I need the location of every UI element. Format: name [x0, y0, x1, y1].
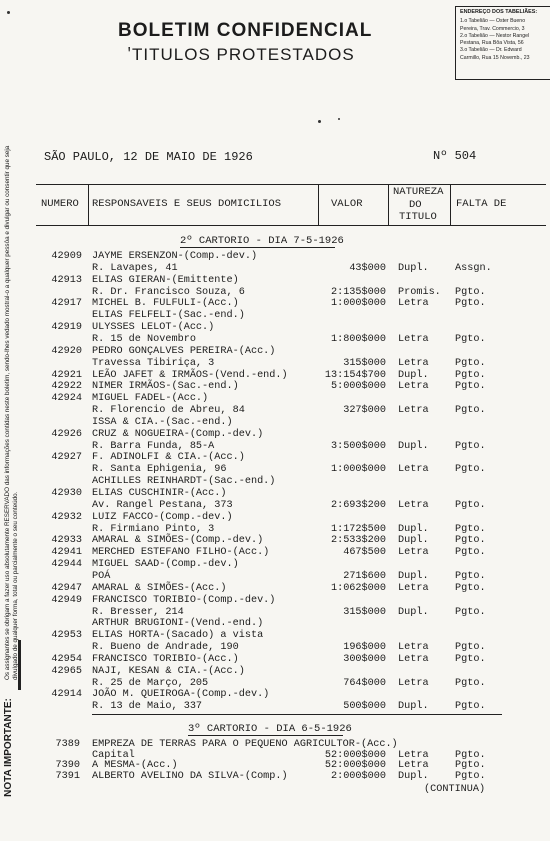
address-line: 2.o Tabelião — Nestor Rangel [460, 32, 530, 39]
speck [7, 11, 10, 14]
title-type: Letra [398, 381, 429, 393]
entry-number: 42930 [51, 488, 82, 499]
speck [338, 118, 340, 120]
table-row [0, 595, 550, 607]
protest-reason: Pgto. [455, 760, 486, 771]
col-header-natureza: NATUREZA [393, 186, 444, 198]
section-heading: 2º CARTORIO - DIA 7-5-1926 [180, 235, 344, 247]
table-row [0, 358, 550, 370]
col-header-falta: FALTA DE [456, 198, 507, 210]
address-line: Pestana, Rua Bôa Vista, 56 [460, 40, 524, 47]
title-type: Dupl. [398, 606, 429, 618]
title-type: Dupl. [398, 535, 429, 547]
title-type: Letra [398, 357, 429, 369]
entry-number: 42947 [51, 582, 82, 594]
title-type: Letra [398, 677, 429, 689]
address-heading: ENDEREÇO DOS TABELIÃES: [460, 9, 538, 15]
entry-number: 42921 [51, 369, 82, 381]
title-type: Dupl. [398, 701, 429, 713]
col-header-valor: VALOR [331, 198, 363, 210]
table-row [0, 559, 550, 571]
entry-number: 42920 [51, 345, 82, 357]
responsible-party: R. Florencio de Abreu, 84 [92, 405, 245, 417]
responsible-party: R. Dr. Francisco Souza, 6 [92, 286, 245, 298]
title-type: Letra [398, 642, 429, 654]
amount: 300$000 [343, 653, 386, 665]
address-line: 3.o Tabelião — Dr. Edward [460, 47, 522, 54]
protest-reason: Pgto. [455, 499, 486, 511]
protest-reason: Pgto. [455, 357, 486, 369]
table-row [0, 547, 550, 559]
responsible-party: R. Barra Funda, 85-A [92, 440, 215, 452]
responsible-party: CRUZ & NOGUEIRA-(Comp.-dev.) [92, 428, 264, 440]
responsible-party: MIGUEL FADEL-(Acc.) [92, 393, 209, 405]
table-row [0, 263, 550, 275]
title-type: Letra [398, 499, 429, 511]
table-row [0, 689, 550, 701]
table-row [0, 393, 550, 405]
amount: 5:000$000 [330, 381, 386, 393]
table-row [0, 488, 550, 500]
continued-note: (CONTINUA) [424, 784, 486, 795]
amount: 315$000 [343, 357, 386, 369]
amount: 467$500 [343, 547, 386, 559]
title-type: Letra [398, 405, 429, 417]
protest-reason: Pgto. [455, 369, 486, 381]
table-row [0, 452, 550, 464]
amount: 13:154$700 [324, 369, 386, 381]
table-row [0, 310, 550, 322]
amount: 2:693$200 [330, 499, 386, 511]
responsible-party: R. Santa Ephigenia, 96 [92, 464, 227, 476]
section-underline [180, 247, 335, 248]
entry-number: 42913 [51, 274, 82, 286]
entry-number: 7391 [55, 770, 80, 782]
responsible-party: R. 25 de Março, 205 [92, 677, 209, 689]
title-type: Letra [398, 298, 429, 310]
responsible-party: AMARAL & SIMÕES-(Acc.) [92, 582, 227, 594]
table-row [0, 654, 550, 666]
responsible-party: R. Bueno de Andrade, 190 [92, 642, 239, 654]
title-type: Letra [398, 547, 429, 559]
entry-number: 42909 [51, 251, 82, 262]
amount: 52:000$000 [324, 749, 386, 761]
protest-reason: Pgto. [455, 535, 486, 547]
table-row [0, 275, 550, 287]
amount: 1:000$000 [330, 464, 386, 476]
responsible-party: R. Lavapes, 41 [92, 262, 178, 274]
responsible-party: ARTHUR BRUGIONI-(Vend.-end.) [92, 618, 264, 630]
protest-reason: Pgto. [455, 570, 486, 582]
header-divider [318, 184, 319, 225]
important-note-text: NOTA IMPORTANTE: [3, 698, 14, 797]
table-row [0, 583, 550, 595]
responsible-party: MIGUEL SAAD-(Comp.-dev.) [92, 559, 239, 571]
protest-reason: Pgto. [455, 523, 486, 535]
table-row [0, 417, 550, 429]
table-row [0, 441, 550, 453]
responsible-party: F. ADINOLFI & CIA.-(Acc.) [92, 452, 245, 464]
subtitle-mark: ' [125, 46, 134, 62]
amount: 2:533$200 [330, 535, 386, 547]
entry-number: 42926 [51, 428, 82, 440]
protest-reason: Pgto. [455, 440, 486, 452]
table-row [0, 464, 550, 476]
responsible-party: POÁ [92, 570, 111, 582]
responsible-party: MICHEL B. FULFULI-(Acc.) [92, 298, 239, 310]
table-row [0, 322, 550, 334]
col-header-natureza: TITULO [399, 211, 437, 223]
responsible-party: JAYME ERSENZON-(Comp.-dev.) [92, 251, 258, 262]
protest-reason: Pgto. [455, 770, 486, 782]
responsible-party: ELIAS FELFELI-(Sac.-end.) [92, 310, 245, 322]
table-row [0, 512, 550, 524]
responsible-party: FRANCISCO TORIBIO-(Comp.-dev.) [92, 594, 276, 606]
table-row [0, 607, 550, 619]
responsible-party: Capital [92, 749, 135, 761]
col-header-numero: NUMERO [41, 198, 79, 210]
protest-reason: Pgto. [455, 298, 486, 310]
protest-reason: Pgto. [455, 653, 486, 665]
entry-number: 42965 [51, 665, 82, 677]
address-line: Carmillo, Rua 15 Novemb., 23 [460, 54, 530, 61]
header-divider [388, 184, 389, 225]
amount: 500$000 [343, 701, 386, 713]
table-row [0, 346, 550, 358]
title-type: Dupl. [398, 369, 429, 381]
section-end-rule [92, 714, 502, 715]
responsible-party: NIMER IRMÃOS-(Sac.-end.) [92, 381, 239, 393]
table-row [0, 642, 550, 654]
protest-reason: Pgto. [455, 381, 486, 393]
issue-number: Nº 504 [433, 149, 477, 163]
protest-reason: Assgn. [455, 262, 492, 274]
responsible-party: ULYSSES LELOT-(Acc.) [92, 322, 215, 334]
header-bottom-rule [36, 225, 546, 226]
table-row [0, 618, 550, 630]
address-line: Pereira, Trav. Commercio, 3 [460, 25, 525, 32]
title-type: Letra [398, 749, 429, 761]
responsible-party: R. 15 de Novembro [92, 333, 196, 345]
entry-number: 42953 [51, 630, 82, 642]
title-type: Letra [398, 333, 429, 345]
responsible-party: EMPREZA DE TERRAS PARA O PEQUENO AGRICULTOR-(Acc.) [92, 739, 398, 750]
table-row [0, 678, 550, 690]
table-row [0, 405, 550, 417]
entry-number: 42933 [51, 535, 82, 547]
responsible-party: AMARAL & SIMÕES-(Comp.-dev.) [92, 535, 264, 547]
protest-reason: Pgto. [455, 642, 486, 654]
title-type: Dupl. [398, 440, 429, 452]
table-row [0, 298, 550, 310]
table-row [0, 429, 550, 441]
table-row [0, 701, 550, 713]
dateline: SÃO PAULO, 12 DE MAIO DE 1926 [44, 150, 253, 164]
title-type: Dupl. [398, 523, 429, 535]
amount: 1:062$000 [330, 582, 386, 594]
section-heading: 3º CARTORIO - DIA 6-5-1926 [188, 723, 352, 735]
table-row [0, 500, 550, 512]
responsible-party: ISSA & CIA.-(Sac.-end.) [92, 416, 233, 428]
entry-number: 42922 [51, 381, 82, 393]
bulletin-title: BOLETIM CONFIDENCIAL [118, 20, 373, 41]
entry-number: 42917 [51, 298, 82, 310]
responsible-party: ACHILLES REINHARDT-(Sac.-end.) [92, 476, 276, 488]
table-row [0, 771, 550, 783]
entry-number: 42954 [51, 653, 82, 665]
amount: 1:000$000 [330, 298, 386, 310]
entry-number: 42944 [51, 559, 82, 571]
entry-number: 7390 [55, 760, 80, 771]
entry-number: 42949 [51, 594, 82, 606]
responsible-party: ELIAS GIERAN-(Emittente) [92, 274, 239, 286]
amount: 43$000 [349, 262, 386, 274]
amount: 2:135$000 [330, 286, 386, 298]
header-divider [450, 184, 451, 225]
table-row [0, 630, 550, 642]
speck [318, 120, 321, 123]
table-row [0, 251, 550, 263]
table-row [0, 571, 550, 583]
entry-number: 42919 [51, 322, 82, 334]
table-row [0, 334, 550, 346]
title-type: Dupl. [398, 570, 429, 582]
protest-reason: Pgto. [455, 677, 486, 689]
amount: 52:000$000 [324, 760, 386, 771]
responsible-party: FRANCISCO TORIBIO-(Acc.) [92, 653, 239, 665]
protest-reason: Pgto. [455, 606, 486, 618]
table-row [0, 381, 550, 393]
title-type: Letra [398, 760, 429, 771]
protest-reason: Pgto. [455, 749, 486, 761]
entry-number: 42914 [51, 689, 82, 701]
table-row [0, 287, 550, 299]
address-line: 1.o Tabelião — Oster Bueno [460, 18, 526, 25]
amount: 196$000 [343, 642, 386, 654]
responsible-party: Travessa Tibiriça, 3 [92, 357, 215, 369]
confidentiality-text: Os assignantes se obrigam a fazer uso absolutamente RESERVADO das informações contidas neste boletim, sendo-lhes vedado mostral-o a qualquer pessôa e divulgar ou consentir que seja divulgado de qualquer forma, total ou parcialmente o seu conteúdo. [4, 145, 19, 680]
protest-reason: Pgto. [455, 701, 486, 713]
table-row [0, 535, 550, 547]
title-type: Letra [398, 653, 429, 665]
amount: 1:800$000 [330, 333, 386, 345]
title-type: Letra [398, 582, 429, 594]
responsible-party: JOÃO M. QUEIROGA-(Comp.-dev.) [92, 689, 270, 701]
entry-number: 42927 [51, 452, 82, 464]
table-row [0, 524, 550, 536]
protest-reason: Pgto. [455, 286, 486, 298]
header-divider [88, 184, 89, 225]
table-row [0, 476, 550, 488]
amount: 2:000$000 [330, 770, 386, 782]
header-top-rule [36, 184, 546, 185]
responsible-party: MERCHED ESTEFANO FILHO-(Acc.) [92, 547, 270, 559]
table-row [0, 370, 550, 382]
entry-number: 42932 [51, 511, 82, 523]
amount: 1:172$500 [330, 523, 386, 535]
responsible-party: PEDRO GONÇALVES PEREIRA-(Acc.) [92, 345, 276, 357]
responsible-party: R. Firmiano Pinto, 3 [92, 523, 215, 535]
amount: 764$000 [343, 677, 386, 689]
protest-reason: Pgto. [455, 333, 486, 345]
responsible-party: ELIAS CUSCHINIR-(Acc.) [92, 488, 227, 499]
col-header-responsaveis: RESPONSAVEIS E SEUS DOMICILIOS [92, 198, 282, 210]
responsible-party: ELIAS HORTA-(Sacado) a vista [92, 630, 264, 642]
responsible-party: ALBERTO AVELINO DA SILVA-(Comp.) [92, 770, 288, 782]
entry-number: 42941 [51, 547, 82, 559]
col-header-natureza: DO [409, 199, 422, 211]
table-row [0, 666, 550, 678]
entry-number: 42924 [51, 393, 82, 405]
amount: 3:500$000 [330, 440, 386, 452]
protest-reason: Pgto. [455, 464, 486, 476]
amount: 315$000 [343, 606, 386, 618]
protest-reason: Pgto. [455, 405, 486, 417]
notary-address-box [455, 6, 550, 80]
title-type: Dupl. [398, 262, 429, 274]
amount: 327$000 [343, 405, 386, 417]
responsible-party: R. 13 de Maio, 337 [92, 701, 203, 713]
responsible-party: NAJI, KESAN & CIA.-(Acc.) [92, 665, 245, 677]
entry-number: 7389 [55, 739, 80, 750]
responsible-party: A MESMA-(Acc.) [92, 760, 178, 771]
responsible-party: LEÃO JAFET & IRMÃOS-(Vend.-end.) [92, 369, 288, 381]
title-type: Dupl. [398, 770, 429, 782]
bulletin-subtitle: TITULOS PROTESTADOS [132, 45, 355, 64]
responsible-party: R. Bresser, 214 [92, 606, 184, 618]
protest-reason: Pgto. [455, 582, 486, 594]
responsible-party: LUIZ FACCO-(Comp.-dev.) [92, 511, 233, 523]
responsible-party: Av. Rangel Pestana, 373 [92, 499, 233, 511]
protest-reason: Pgto. [455, 547, 486, 559]
amount: 271$600 [343, 570, 386, 582]
section-underline [188, 735, 343, 736]
title-type: Letra [398, 464, 429, 476]
title-type: Promis. [398, 286, 441, 298]
